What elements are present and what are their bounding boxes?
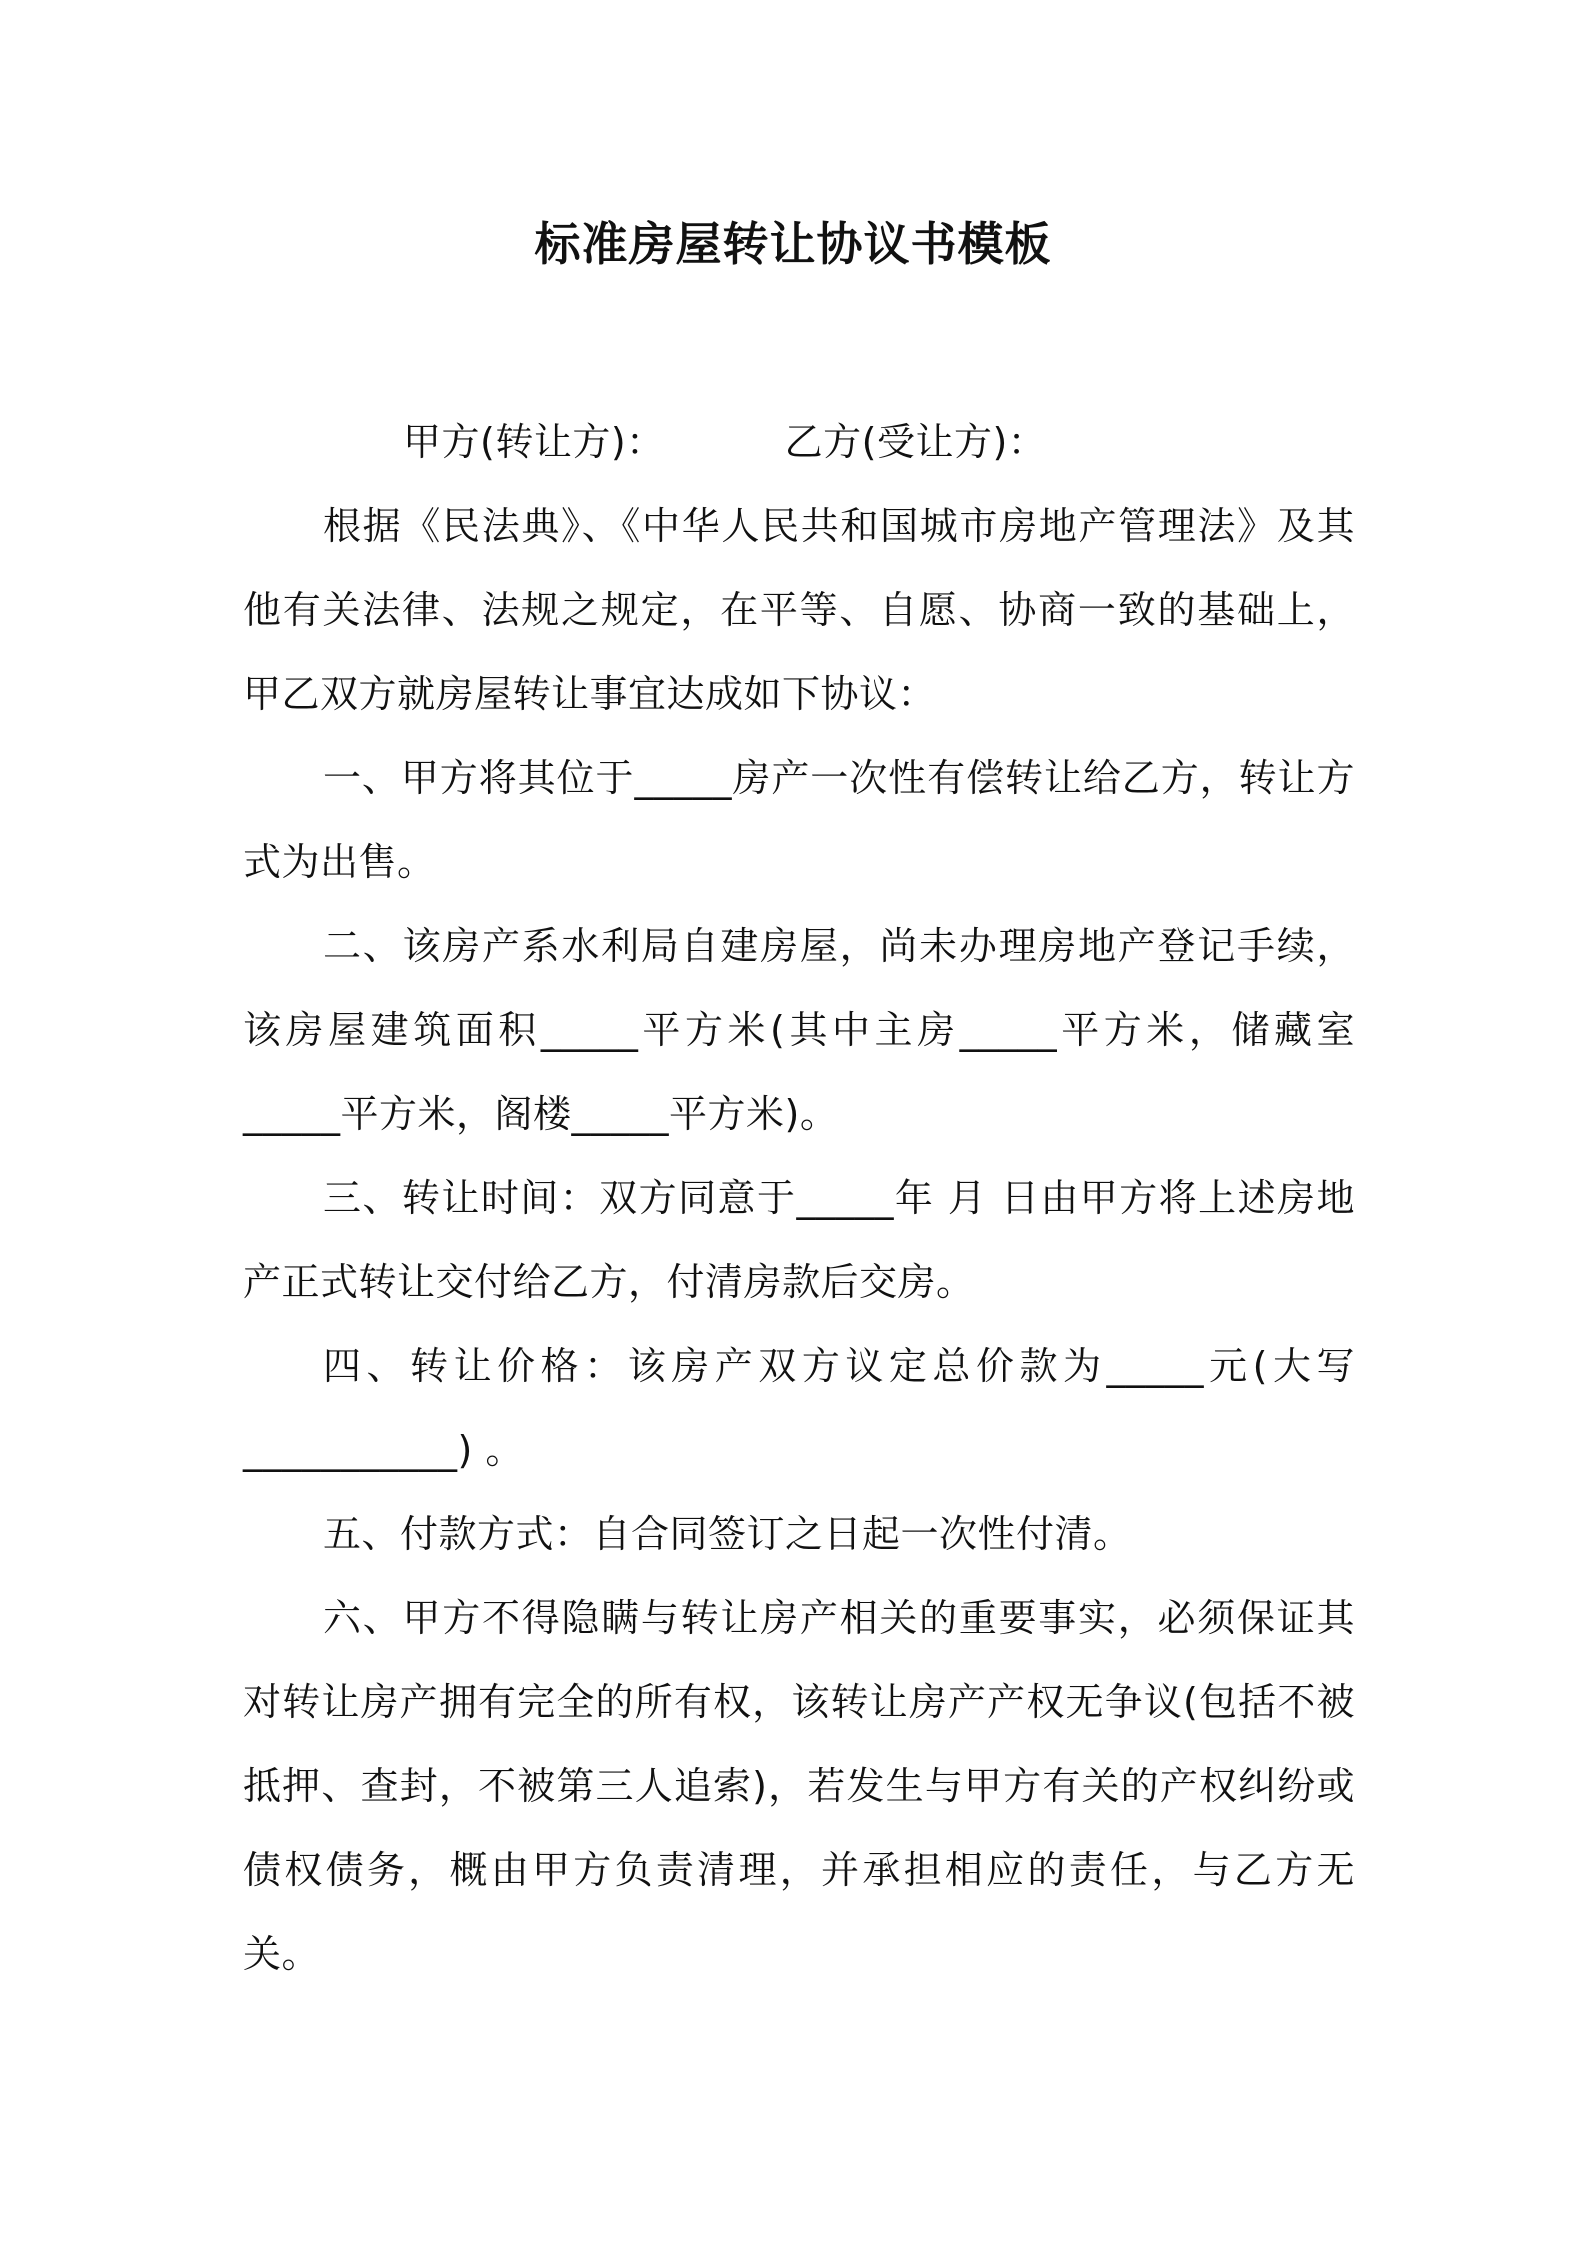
- clause-6-paragraph: 六、甲方不得隐瞒与转让房产相关的重要事实，必须保证其对转让房产拥有完全的所有权，该转让房产产权无争议(包括不被抵押、查封，不被第三人追索)，若发生与甲方有关的产权纠纷或债权债务，概由甲方负责清理，并承担相应的责任，与乙方无关。: [243, 1596, 1355, 1976]
- parties-line: [243, 400, 1355, 484]
- preamble-paragraph: 根据《民法典》、《中华人民共和国城市房地产管理法》及其他有关法律、法规之规定，在平等、自愿、协商一致的基础上，甲乙双方就房屋转让事宜达成如下协议：: [243, 504, 1355, 716]
- document-body: [243, 400, 1355, 1996]
- document-title: 标准房屋转让协议书模板: [534, 217, 1052, 271]
- clause-4-paragraph: 四、转让价格：该房产双方议定总价款为_____元(大写___________) 。: [243, 1344, 1355, 1472]
- clause-3-paragraph: 三、转让时间：双方同意于_____年 月 日由甲方将上述房地产正式转让交付给乙方，付清房款后交房。: [243, 1176, 1355, 1304]
- party-b-label: 乙方(受让方)：: [784, 420, 1047, 464]
- clause-5-paragraph: 五、付款方式：自合同签订之日起一次性付清。: [323, 1512, 1132, 1556]
- party-a-label: 甲方(转让方)：: [403, 420, 665, 464]
- clause-2-paragraph: 二、该房产系水利局自建房屋，尚未办理房地产登记手续，该房屋建筑面积_____平方米(其中主房_____平方米，储藏室_____平方米，阁楼_____平方米)。: [243, 924, 1355, 1136]
- clause-1-paragraph: 一、甲方将其位于_____房产一次性有偿转让给乙方，转让方式为出售。: [243, 756, 1355, 884]
